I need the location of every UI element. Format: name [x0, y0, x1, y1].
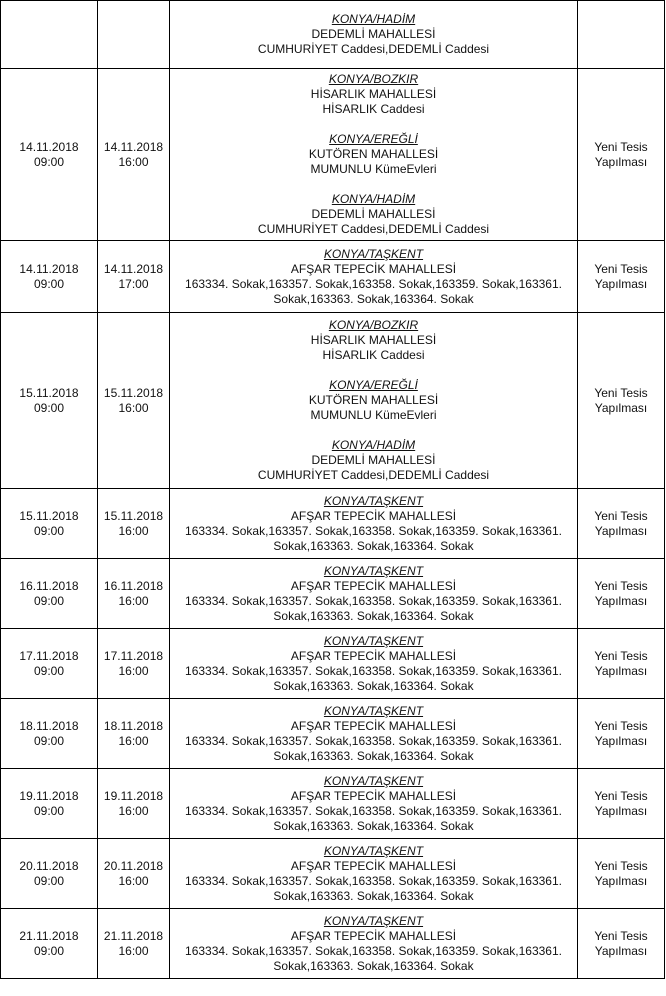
table-row	[1, 699, 665, 769]
work-type-cell: Yeni Tesis Yapılması	[578, 909, 665, 979]
end-time-cell: 19.11.2018 16:00	[98, 769, 170, 839]
end-time-cell: 20.11.2018 16:00	[98, 839, 170, 909]
streets-label: 163334. Sokak,163357. Sokak,163358. Sokak,163359. Sokak,163361. Sokak,163363. Sokak,163364. Sokak	[185, 663, 562, 693]
location-spacer	[170, 177, 577, 192]
work-type-cell: Yeni Tesis Yapılması	[578, 699, 665, 769]
neighborhood-label: AFŞAR TEPECİK MAHALLESİ	[290, 508, 457, 523]
location-cell	[170, 909, 578, 979]
start-time-cell: 18.11.2018 09:00	[1, 699, 98, 769]
end-time-cell: 21.11.2018 16:00	[98, 909, 170, 979]
start-time-cell: 16.11.2018 09:00	[1, 559, 98, 629]
end-time-cell: 14.11.2018 17:00	[98, 241, 170, 313]
streets-label: CUMHURİYET Caddesi,DEDEMLİ Caddesi	[257, 222, 490, 236]
streets-label: MUMUNLU KümeEvleri	[310, 162, 437, 176]
location-spacer	[170, 363, 577, 378]
streets-label: 163334. Sokak,163357. Sokak,163358. Sokak,163359. Sokak,163361. Sokak,163363. Sokak,163364. Sokak	[185, 523, 562, 553]
location-cell	[170, 313, 578, 489]
city-district-label: KONYA/TAŞKENT	[323, 703, 424, 718]
location-cell	[170, 629, 578, 699]
neighborhood-label: AFŞAR TEPECİK MAHALLESİ	[290, 858, 457, 873]
streets-label: 163334. Sokak,163357. Sokak,163358. Sokak,163359. Sokak,163361. Sokak,163363. Sokak,163364. Sokak	[185, 943, 562, 973]
city-district-label: KONYA/TAŞKENT	[323, 773, 424, 788]
streets-label: MUMUNLU KümeEvleri	[310, 408, 437, 422]
location-cell	[170, 69, 578, 241]
work-type-cell: Yeni Tesis Yapılması	[578, 69, 665, 241]
city-district-label: KONYA/BOZKIR	[328, 72, 419, 86]
neighborhood-label: DEDEMLİ MAHALLESİ	[311, 27, 436, 41]
table-row	[1, 909, 665, 979]
work-type-cell: Yeni Tesis Yapılması	[578, 313, 665, 489]
end-time-cell: 16.11.2018 16:00	[98, 559, 170, 629]
start-time-cell: 14.11.2018 09:00	[1, 69, 98, 241]
neighborhood-label: AFŞAR TEPECİK MAHALLESİ	[290, 788, 457, 803]
end-time-cell: 17.11.2018 16:00	[98, 629, 170, 699]
table-row	[1, 839, 665, 909]
table-row	[1, 313, 665, 489]
table-row	[1, 489, 665, 559]
neighborhood-label: DEDEMLİ MAHALLESİ	[311, 453, 436, 467]
streets-label: 163334. Sokak,163357. Sokak,163358. Sokak,163359. Sokak,163361. Sokak,163363. Sokak,163364. Sokak	[185, 593, 562, 623]
start-time-cell: 14.11.2018 09:00	[1, 241, 98, 313]
location-cell	[170, 769, 578, 839]
streets-label: CUMHURİYET Caddesi,DEDEMLİ Caddesi	[257, 42, 490, 56]
work-type-cell: Yeni Tesis Yapılması	[578, 769, 665, 839]
work-type-cell: Yeni Tesis Yapılması	[578, 489, 665, 559]
neighborhood-label: AFŞAR TEPECİK MAHALLESİ	[290, 928, 457, 943]
table-row	[1, 559, 665, 629]
location-cell	[170, 839, 578, 909]
streets-label: CUMHURİYET Caddesi,DEDEMLİ Caddesi	[257, 468, 490, 482]
location-cell	[170, 241, 578, 313]
neighborhood-label: DEDEMLİ MAHALLESİ	[311, 207, 436, 221]
location-cell	[170, 699, 578, 769]
start-time-cell: 15.11.2018 09:00	[1, 313, 98, 489]
city-district-label: KONYA/TAŞKENT	[323, 563, 424, 578]
table-row	[1, 1, 665, 69]
start-time-cell: 20.11.2018 09:00	[1, 839, 98, 909]
city-district-label: KONYA/HADİM	[331, 438, 416, 452]
neighborhood-label: AFŞAR TEPECİK MAHALLESİ	[290, 578, 457, 593]
city-district-label: KONYA/TAŞKENT	[323, 246, 424, 261]
streets-label: HİSARLIK Caddesi	[322, 348, 425, 362]
work-type-cell: Yeni Tesis Yapılması	[578, 839, 665, 909]
start-time-cell: 21.11.2018 09:00	[1, 909, 98, 979]
city-district-label: KONYA/TAŞKENT	[323, 913, 424, 928]
start-time-cell: 15.11.2018 09:00	[1, 489, 98, 559]
end-time-cell	[98, 1, 170, 69]
city-district-label: KONYA/HADİM	[331, 192, 416, 206]
neighborhood-label: AFŞAR TEPECİK MAHALLESİ	[290, 718, 457, 733]
table-row	[1, 69, 665, 241]
streets-label: 163334. Sokak,163357. Sokak,163358. Sokak,163359. Sokak,163361. Sokak,163363. Sokak,163364. Sokak	[185, 276, 562, 306]
streets-label: 163334. Sokak,163357. Sokak,163358. Sokak,163359. Sokak,163361. Sokak,163363. Sokak,163364. Sokak	[185, 873, 562, 903]
start-time-cell: 17.11.2018 09:00	[1, 629, 98, 699]
neighborhood-label: AFŞAR TEPECİK MAHALLESİ	[290, 648, 457, 663]
streets-label: 163334. Sokak,163357. Sokak,163358. Sokak,163359. Sokak,163361. Sokak,163363. Sokak,163364. Sokak	[185, 733, 562, 763]
city-district-label: KONYA/TAŞKENT	[323, 633, 424, 648]
start-time-cell: 19.11.2018 09:00	[1, 769, 98, 839]
city-district-label: KONYA/TAŞKENT	[323, 493, 424, 508]
work-type-cell: Yeni Tesis Yapılması	[578, 241, 665, 313]
work-type-cell	[578, 1, 665, 69]
location-cell	[170, 559, 578, 629]
outage-table-body	[1, 1, 665, 979]
end-time-cell: 15.11.2018 16:00	[98, 489, 170, 559]
city-district-label: KONYA/EREĞLİ	[329, 378, 418, 392]
location-spacer	[170, 423, 577, 438]
neighborhood-label: AFŞAR TEPECİK MAHALLESİ	[290, 261, 457, 276]
table-row	[1, 629, 665, 699]
location-cell	[170, 489, 578, 559]
location-spacer	[170, 117, 577, 132]
work-type-cell: Yeni Tesis Yapılması	[578, 629, 665, 699]
neighborhood-label: HİSARLIK MAHALLESİ	[310, 333, 437, 347]
city-district-label: KONYA/EREĞLİ	[329, 132, 418, 146]
neighborhood-label: KUTÖREN MAHALLESİ	[308, 393, 439, 407]
table-row	[1, 241, 665, 313]
neighborhood-label: HİSARLIK MAHALLESİ	[310, 87, 437, 101]
city-district-label: KONYA/BOZKIR	[328, 318, 419, 332]
city-district-label: KONYA/HADİM	[331, 12, 416, 26]
neighborhood-label: KUTÖREN MAHALLESİ	[308, 147, 439, 161]
table-row	[1, 769, 665, 839]
end-time-cell: 18.11.2018 16:00	[98, 699, 170, 769]
streets-label: 163334. Sokak,163357. Sokak,163358. Sokak,163359. Sokak,163361. Sokak,163363. Sokak,163364. Sokak	[185, 803, 562, 833]
end-time-cell: 14.11.2018 16:00	[98, 69, 170, 241]
streets-label: HİSARLIK Caddesi	[322, 102, 425, 116]
start-time-cell	[1, 1, 98, 69]
work-type-cell: Yeni Tesis Yapılması	[578, 559, 665, 629]
end-time-cell: 15.11.2018 16:00	[98, 313, 170, 489]
city-district-label: KONYA/TAŞKENT	[323, 843, 424, 858]
location-cell	[170, 1, 578, 69]
